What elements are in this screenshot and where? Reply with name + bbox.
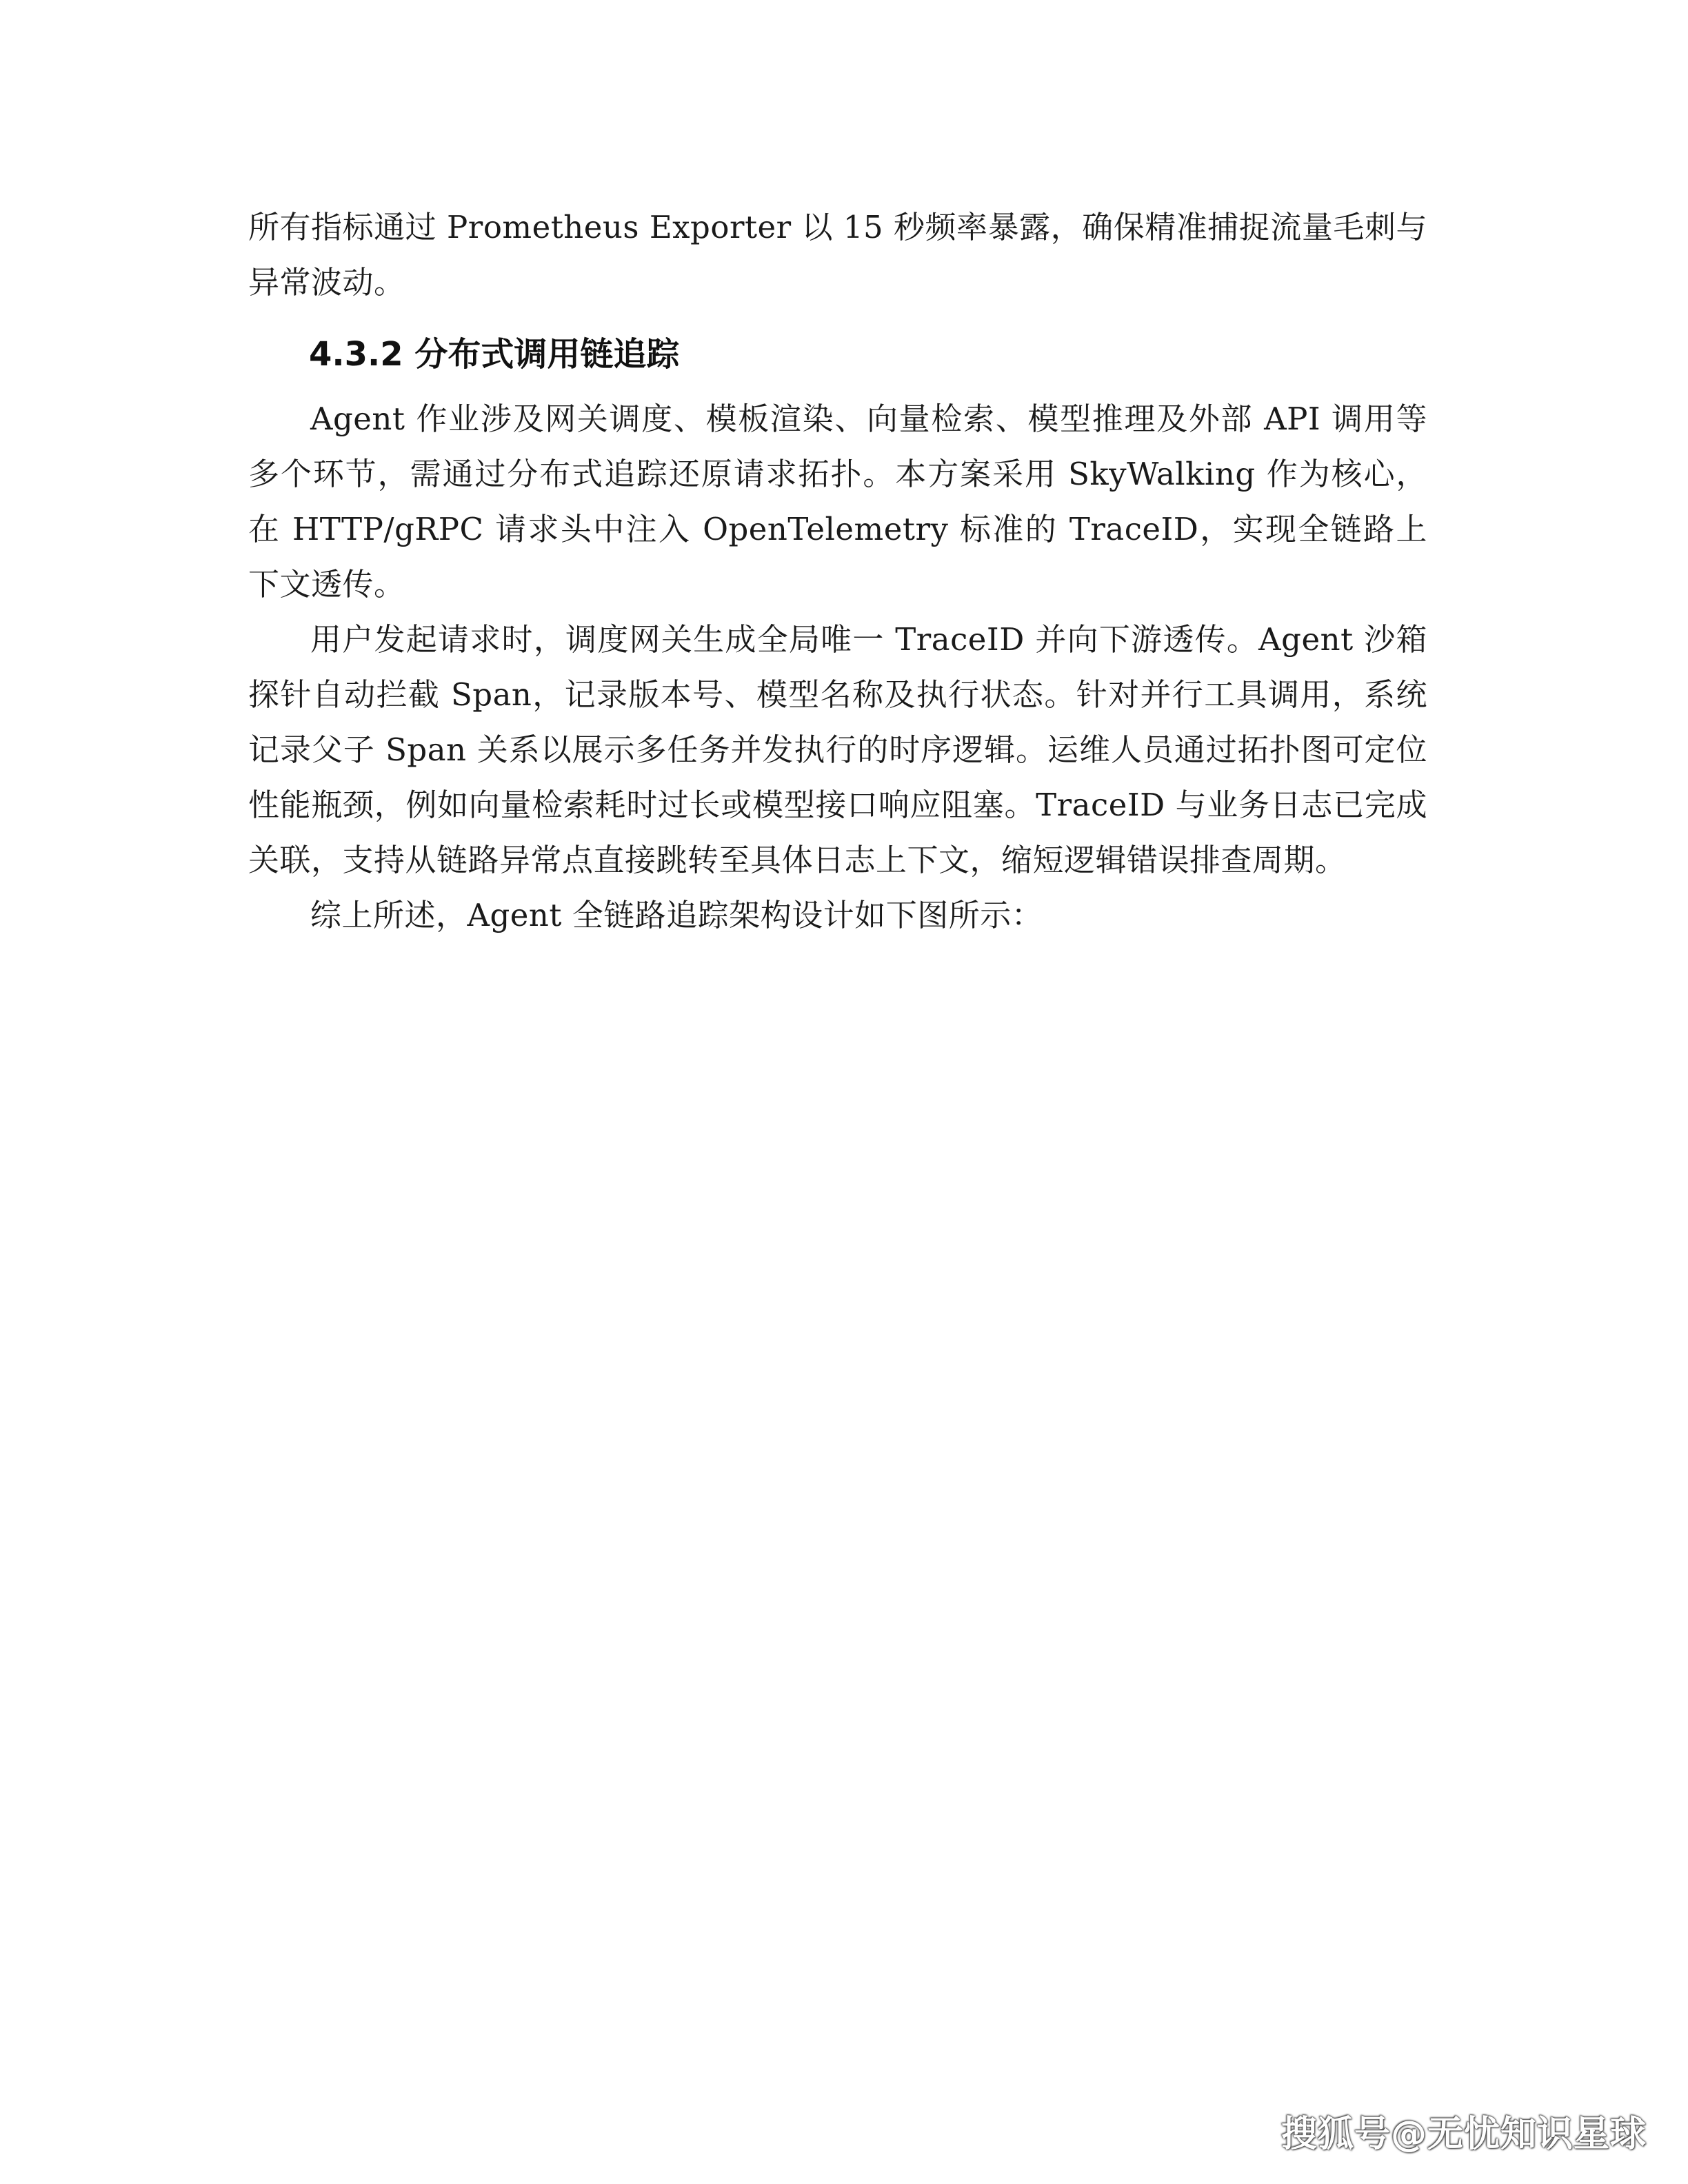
body-paragraph: 用户发起请求时，调度网关生成全局唯一 TraceID 并向下游透传。Agent 沙箱探针自动拦截 Span，记录版本号、模型名称及执行状态。针对并行工具调用，系统记录父子 Span 关系以展示多任务并发执行的时序逻辑。运维人员通过拓扑图可定位性能瓶颈，例如向量检索耗时过长或模型接口响应阻塞。TraceID 与业务日志已完成关联，支持从链路异常点直接跳转至具体日志上下文，缩短逻辑错误排查周期。 (248, 621, 1427, 878)
intro-paragraph: 所有指标通过 Prometheus Exporter 以 15 秒频率暴露，确保精准捕捉流量毛刺与异常波动。 (248, 209, 1427, 301)
document-body (248, 200, 1427, 943)
body-paragraph: Agent 作业涉及网关调度、模板渲染、向量检索、模型推理及外部 API 调用等多个环节，需通过分布式追踪还原请求拓扑。本方案采用 SkyWalking 作为核心，在 HTTP/gRPC 请求头中注入 OpenTelemetry 标准的 TraceID，实现全链路上下文透传。 (248, 401, 1427, 603)
watermark: 搜狐号@无忧知识星球 (1280, 2114, 1647, 2155)
body-paragraph: 综上所述，Agent 全链路追踪架构设计如下图所示： (310, 897, 1043, 933)
section-heading: 4.3.2 分布式调用链追踪 (309, 335, 680, 374)
